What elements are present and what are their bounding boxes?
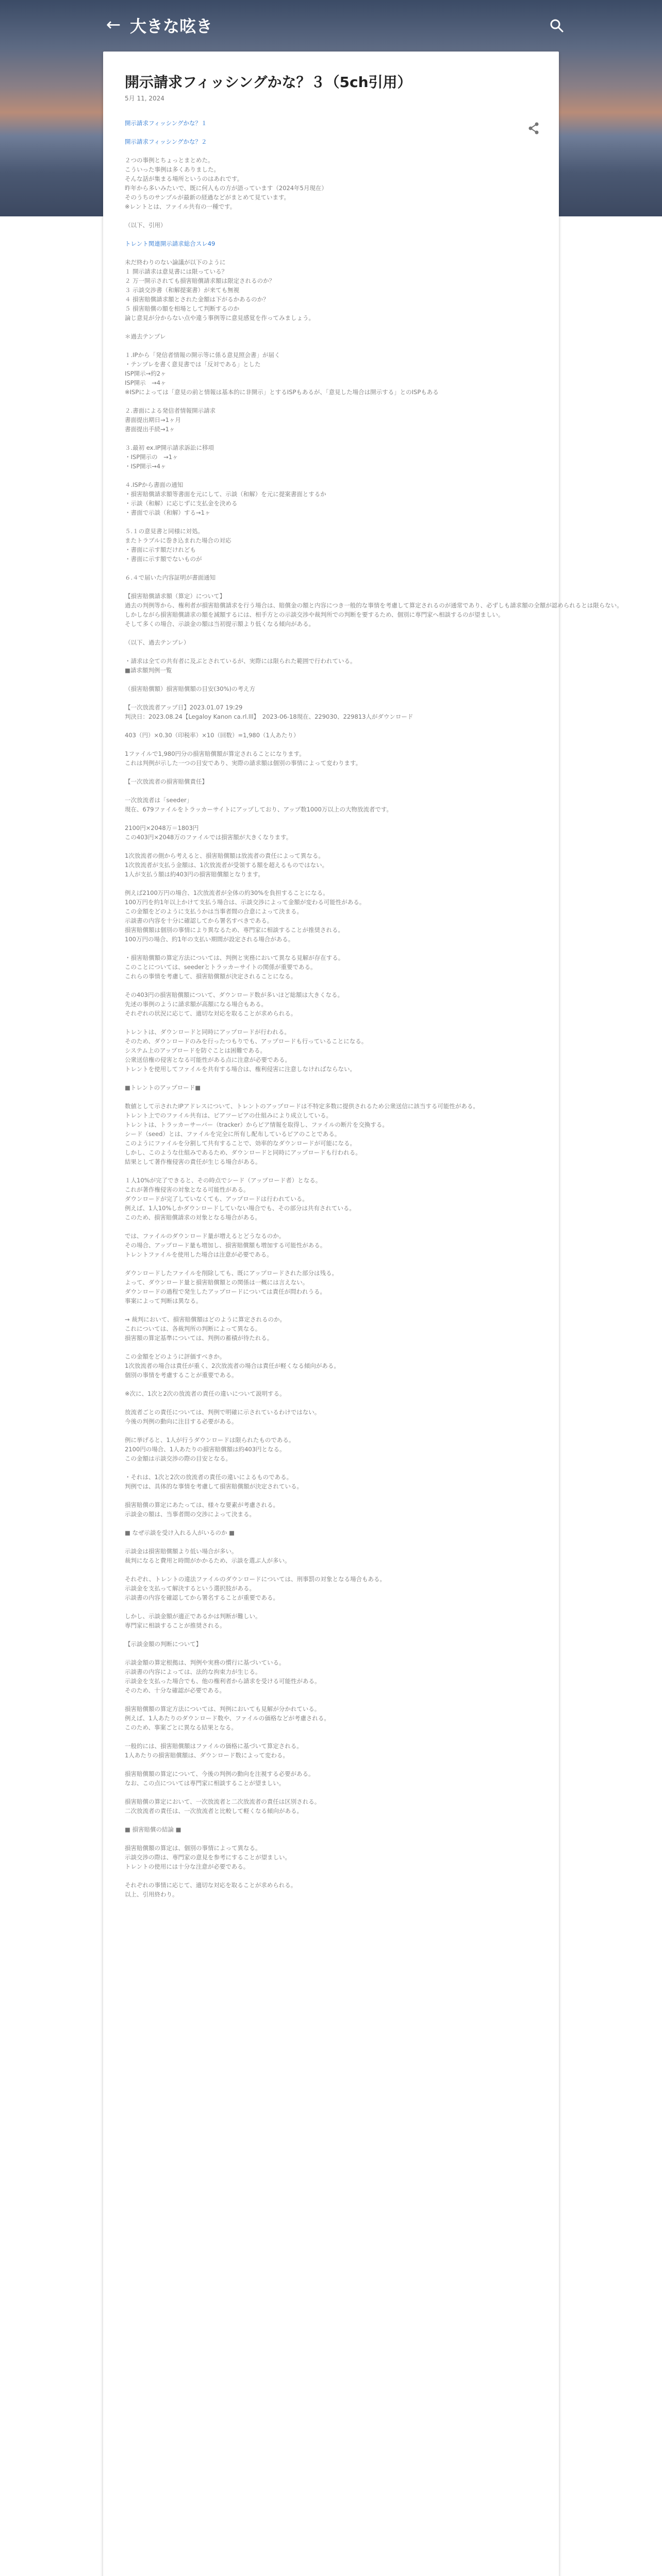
- post-body: [125, 118, 623, 1899]
- post-line: ・書面で示談（和解）する→1ヶ: [125, 509, 211, 516]
- post-line: （以下、引用）: [125, 222, 167, 229]
- post-line: この金額をどのように支払うかは当事者間の合意によって決まる。: [125, 908, 303, 915]
- post-line: これは判例が示した一つの目安であり、実際の請求額は個別の事情によって変わります。: [125, 759, 362, 767]
- post-line: [125, 1788, 537, 1797]
- post-line: ４ 損害賠償請求額とされた金額は下がるかあるのか？: [125, 296, 269, 303]
- post-line: 専門家に相談することが推奨される。: [125, 1622, 226, 1629]
- post-line: ■ なぜ示談を受け入れる人がいるのか ■: [125, 1529, 235, 1536]
- post-line: 示談金を支払って解決するという選択肢がある。: [125, 1585, 255, 1592]
- post-line: 【一次放流者の損害賠償責任】: [125, 778, 208, 785]
- post-line: 例に挙げると、1人が行うダウンロードは限られたものである。: [125, 1436, 295, 1444]
- post-line: トレントを使用してファイルを共有する場合は、権利侵害に注意しなければならない。: [125, 1065, 356, 1073]
- post-line: 事案によって判断は異なる。: [125, 1297, 202, 1304]
- post-line: 示談金は損害賠償額より低い場合が多い。: [125, 1548, 238, 1555]
- post-line: ５ 損害賠償の額を相場として判断するのか: [125, 305, 240, 312]
- post-line: [125, 842, 537, 851]
- post-line: 未だ終わりのない論議が以下のように: [125, 259, 226, 266]
- post-line: 403（円）×0.30（印税率）×10（回数）=1,980（1人あたり）: [125, 732, 300, 739]
- post-line: 過去の判例等から、権利者が損害賠償請求を行う場合は、賠償金の額と内容につき一般的な事情を考慮して算定されるのが通常であり、必ずしも請求額の全額が認められるとは限らない。: [125, 602, 623, 609]
- post-line: 2100円の場合、1人あたりの損害賠償額は約403円となる。: [125, 1446, 286, 1453]
- post-line: ２.書面による発信者情報開示請求: [125, 407, 216, 414]
- post-line: [125, 1649, 537, 1658]
- post-line: それぞれの事情に応じて、適切な対応を取ることが求められる。: [125, 1882, 297, 1889]
- post-line: [125, 814, 537, 823]
- post-line: ４.ISPから書面の通知: [125, 481, 184, 488]
- post-line: トレントは、トラッカーサーバー（tracker）からピア情報を取得し、ファイルの断片を交換する。: [125, 1121, 388, 1128]
- post-line: ※レントとは、ファイル共有の一種です。: [125, 203, 236, 210]
- post-line: [125, 647, 537, 656]
- post-line: [125, 1074, 537, 1083]
- post-line: 示談書の内容を確認してから署名することが重要である。: [125, 1594, 279, 1601]
- post-line: またトラブルに巻き込まれた場合の対応: [125, 537, 231, 544]
- post-line: 書面提出期日→1ヶ月: [125, 416, 181, 423]
- post-line: [125, 1519, 537, 1528]
- post-line: [125, 944, 537, 953]
- post-line: [125, 1537, 537, 1547]
- post-line: 例えば、1人あたりのダウンロード数や、ファイルの価格などが考慮される。: [125, 1715, 330, 1722]
- post-line: なお、この点については専門家に相談することが望ましい。: [125, 1780, 285, 1787]
- post-line: それぞれ、トレントの違法ファイルのダウンロードについては、刑事罰の対象となる場合もある。: [125, 1575, 386, 1583]
- post-line: １人10%が完了できると、その時点でシード（アップロード者）となる。: [125, 1177, 322, 1184]
- post-line: [125, 879, 537, 888]
- post-line: トレントの使用には十分な注意が必要である。: [125, 1863, 250, 1870]
- post-line: ■ 損害賠償の結論 ■: [125, 1826, 181, 1833]
- post-line: 示談書の内容によっては、法的な拘束力が生じる。: [125, 1668, 261, 1675]
- post-line: [125, 1426, 537, 1435]
- post-line: ・書面に示す額でないものが: [125, 555, 202, 563]
- post-line: その403円の損害賠償額について、ダウンロード数が多いほど総額は大きくなる。: [125, 991, 343, 998]
- post-line: [125, 1463, 537, 1472]
- post-line: 損害賠償額の算定について、今後の判例の動向を注視する必要がある。: [125, 1770, 315, 1777]
- post-line: 100万円を約1年以上かけて支払う場合は、示談交渉によって金額が変わる可能性がある。: [125, 899, 366, 906]
- post-line: ６.４で届いた内容証明が書面通知: [125, 574, 216, 581]
- post-line: 2100円×2048万＝1803円: [125, 824, 199, 832]
- post-line: 公衆送信権の侵害となる可能性がある点に注意が必要である。: [125, 1056, 291, 1063]
- post-line: １ 開示請求は意見書には限っている？: [125, 268, 228, 275]
- post-line: [125, 1630, 537, 1639]
- post-line: [125, 230, 537, 239]
- post-line: では、ファイルのダウンロード量が増えるとどうなるのか。: [125, 1232, 285, 1240]
- post-line: 放流者ごとの責任については、判例で明確に示されているわけではない。: [125, 1409, 321, 1416]
- post-line: [125, 740, 537, 749]
- post-line: ※ISPによっては「意見の前と情報は基本的に非開示」とするISPもあるが、「意見した場合は開示する」とのISPもある: [125, 388, 439, 396]
- post-line: トレントファイルを使用した場合は注意が必要である。: [125, 1251, 273, 1258]
- post-line: このため、損害賠償請求の対象となる場合がある。: [125, 1214, 261, 1221]
- post-line: ＊過去テンプレ: [125, 333, 166, 340]
- post-line: その場合、アップロード量も増加し、損害賠償額も増加する可能性がある。: [125, 1242, 326, 1249]
- post-line: [125, 1380, 537, 1389]
- search-icon[interactable]: [547, 15, 567, 36]
- post-line: 今後の判例の動向に注目する必要がある。: [125, 1418, 238, 1425]
- post-line: [125, 248, 537, 258]
- post-line: そのうちのサンプルが最新の経過などがまとめて見ています。: [125, 194, 290, 201]
- post-line: ■トレントのアップロード■: [125, 1084, 201, 1091]
- post-line: 書面提出手続→1ヶ: [125, 426, 175, 433]
- post-line: ５.１の意見書と同様に対処。: [125, 528, 204, 535]
- post-line: [125, 1732, 537, 1741]
- post-line: [125, 146, 537, 156]
- post-line: この金額は示談交渉の際の目安となる。: [125, 1455, 231, 1462]
- post-line: [125, 128, 537, 137]
- post-date: 5月 11, 2024: [125, 95, 164, 102]
- post-line: [125, 1398, 537, 1408]
- post-line: 1次放流者が支払う金額は、1次放流者が受領する額を超えるものではない。: [125, 861, 328, 869]
- post-line: [125, 1018, 537, 1027]
- post-line: [125, 1760, 537, 1769]
- top-bar: [0, 0, 662, 52]
- post-line: ・それは、1次と2次の放流者の責任の違いによるものである。: [125, 1473, 293, 1481]
- post-line: 現在、679ファイルをトラッカーサイトにアップしており、アップ数1000万以上の大物放流者です。: [125, 806, 392, 813]
- post-line: しかし、示談金額が適正であるかは判断が難しい。: [125, 1613, 261, 1620]
- post-line: ３.最初 ex.IP開示請求訴訟に移項: [125, 444, 214, 451]
- post-line: [125, 1695, 537, 1704]
- post-line: [125, 1259, 537, 1268]
- post-line: [125, 675, 537, 684]
- post-line: 一次放流者は「seeder」: [125, 796, 193, 804]
- post-line: 100万円の場合、約1年の支払い期間が設定される場合がある。: [125, 936, 294, 943]
- post-line: 示談書の内容を十分に確認してから署名すべきである。: [125, 917, 273, 924]
- post-line: １.IPから「発信者情報の開示等に係る意見照会書」が届く: [125, 351, 280, 359]
- post-line: 以上、引用終わり。: [125, 1891, 178, 1898]
- post-line: 損害賠償額の算定方法については、判例においても見解が分かれている。: [125, 1705, 321, 1713]
- post-line: それぞれの状況に応じて、適切な対応を取ることが求められる。: [125, 1010, 297, 1017]
- post-line: 示談金の額は、当事者間の交渉によって決まる。: [125, 1511, 255, 1518]
- post-line: システム上のアップロードを防ぐことは困難である。: [125, 1047, 267, 1054]
- post-line: ダウンロードが完了していなくても、アップロードは行われている。: [125, 1195, 308, 1202]
- post-line: （以下、過去テンプレ）: [125, 639, 190, 646]
- post-line: 【一次放流者アップ日】2023.01.07 19:29: [125, 704, 243, 711]
- post-line: ISP開示→約2ヶ: [125, 370, 167, 377]
- post-line: [125, 323, 537, 332]
- post-line: [125, 582, 537, 591]
- post-line: [125, 1871, 537, 1880]
- post-line: そのため、十分な確認が必要である。: [125, 1687, 226, 1694]
- post-line: 裁判になると費用と時間がかかるため、示談を選ぶ人が多い。: [125, 1557, 291, 1564]
- post-line: [125, 434, 537, 443]
- post-line: 1人あたりの損害賠償額は、ダウンロード数によって変わる。: [125, 1752, 289, 1759]
- post-line: 数値として示されたIPアドレスについて、トレントのアップロードは不特定多数に提供されるため公衆送信に該当する可能性がある。: [125, 1103, 479, 1110]
- post-line: このようにファイルを分割して共有することで、効率的なダウンロードが可能になる。: [125, 1140, 356, 1147]
- post-line: [125, 768, 537, 777]
- post-line: 損害額の算定基準については、判例の蓄積が待たれる。: [125, 1334, 273, 1342]
- post-line: 個別の事情を考慮することが重要である。: [125, 1371, 238, 1379]
- post-line: ３ 示談交渉書（和解提案書）が来ても無視: [125, 286, 240, 294]
- post-line: ・ISP開示の →1ヶ: [125, 453, 178, 461]
- post-line: 二次放流者の責任は、一次放流者と比較して軽くなる傾向がある。: [125, 1807, 303, 1815]
- post-line: → 裁判において、損害賠償額はどのように算定されるのか。: [125, 1316, 286, 1323]
- post-line: そんな話が集まる場所というのはあれです。: [125, 175, 243, 182]
- post-line: この403円×2048万のファイルでは損害額が大きくなります。: [125, 834, 292, 841]
- post-line: [125, 211, 537, 221]
- post-line: [125, 981, 537, 990]
- post-line: ・請求は全ての共有者に及ぶとされているが、実際には限られた範囲で行われている。: [125, 657, 356, 665]
- post-line: [125, 517, 537, 527]
- post-line: [125, 1834, 537, 1843]
- post-line: [125, 1816, 537, 1825]
- back-arrow-icon[interactable]: ←: [106, 14, 121, 35]
- post-line: このことについては、seederとトラッカーサイトの関係が重要である。: [125, 963, 317, 971]
- post-line: そのため、ダウンロードのみを行ったつもりでも、アップロードも行っていることになる。: [125, 1038, 368, 1045]
- post-title: 開示請求フィッシングかな？３（5ch引用）: [125, 74, 412, 91]
- post-line: ISP開示 →4ヶ: [125, 379, 167, 386]
- post-line: ■請求額判例一覧: [125, 667, 172, 674]
- post-link[interactable]: トレント関連開示請求総合スレ49: [125, 240, 216, 247]
- post-line: [125, 629, 537, 638]
- post-line: ・示談（和解）に応じずに支払金を決める: [125, 500, 238, 507]
- post-line: [125, 786, 537, 795]
- post-line: 1次放流者の側から考えると、損害賠償額は放流者の責任によって異なる。: [125, 852, 324, 859]
- post-line: この金額をどのように評価すべきか。: [125, 1353, 226, 1360]
- post-line: [125, 1602, 537, 1612]
- post-line: 損害賠償額の算定は、個別の事情によって異なる。: [125, 1844, 261, 1852]
- post-line: こういった事例は多くありました。: [125, 166, 220, 173]
- post-line: しかし、このような仕組みであるため、ダウンロードと同時にアップロードも行われる。: [125, 1149, 361, 1156]
- post-line: [125, 471, 537, 480]
- post-line: ・テンプレを書く意見書では「反対である」とした: [125, 361, 261, 368]
- post-line: 論じ意見が分からない点や違う事例等に意見感覚を作ってみましょう。: [125, 314, 315, 321]
- post-line: トレント上でのファイル共有は、ピアツーピアの仕組みにより成立している。: [125, 1112, 332, 1119]
- post-line: [125, 1306, 537, 1315]
- post-line: [125, 1222, 537, 1231]
- post-line: 示談交渉の際は、専門家の意見を参考にすることが望ましい。: [125, 1854, 291, 1861]
- post-line: [125, 564, 537, 573]
- post-line: [125, 1343, 537, 1352]
- post-line: [125, 1565, 537, 1574]
- post-line: [125, 1491, 537, 1500]
- post-line: しかしながら損害賠償請求の額を減額するには、相手方との示談交渉や裁判所での判断を要するため、個別に専門家へ相談するのが望ましい。: [125, 611, 504, 618]
- post-line: [125, 1166, 537, 1176]
- post-line: 例えば、1人10%しかダウンロードしていない場合でも、その部分は共有されている。: [125, 1205, 355, 1212]
- post-line: 示談金額の算定根拠は、判例や実務の慣行に基づいている。: [125, 1659, 285, 1666]
- post-card: [103, 52, 623, 2576]
- post-line: ・損害賠償額の算定方法については、判例と実務において異なる見解が存在する。: [125, 954, 344, 961]
- post-line: 1次放流者の場合は責任が重く、2次放流者の場合は責任が軽くなる傾向がある。: [125, 1362, 340, 1369]
- post-line: ・損害賠償請求額等書面を元にして、示談（和解）を元に提案書面とするか: [125, 490, 326, 498]
- post-line: ダウンロードの過程で発生したアップロードについては責任が問われうる。: [125, 1288, 326, 1295]
- post-line: 1ファイルで1,980円分の損害賠償額が算定されることになります。: [125, 750, 305, 757]
- post-line: ・書面に示す額だけれども: [125, 546, 196, 553]
- post-line: シード（seed）とは、ファイルを完全に所有し配布しているピアのことである。: [125, 1130, 341, 1138]
- post-line: 例えば2100万円の場合、1次放流者が全体の約30%を負担することになる。: [125, 889, 329, 896]
- post-link[interactable]: 開示請求フィッシングかな？２: [125, 138, 207, 145]
- blog-title[interactable]: 大きな呟き: [130, 16, 213, 36]
- post-line: [125, 721, 537, 731]
- post-link[interactable]: 開示請求フィッシングかな？１: [125, 120, 207, 127]
- post-line: ２ 万一開示されても損害賠償請求額は限定されるのか？: [125, 277, 275, 284]
- post-line: トレントは、ダウンロードと同時にアップロードが行われる。: [125, 1028, 290, 1036]
- post-line: これが著作権侵害の対象となる可能性がある。: [125, 1186, 250, 1193]
- post-line: 一般的には、損害賠償額はファイルの価格に基づいて算定される。: [125, 1742, 303, 1750]
- post-line: これらの事情を考慮して、損害賠償額が決定されることになる。: [125, 973, 297, 980]
- post-line: そして多くの場合、示談金の額は当初提示額より低くなる傾向がある。: [125, 620, 315, 628]
- post-line: （損害賠償額）損害賠償額の目安(30%)の考え方: [125, 685, 256, 692]
- post-line: 損害賠償の算定において、一次放流者と二次放流者の責任は区別される。: [125, 1798, 321, 1805]
- post-line: [125, 397, 537, 406]
- post-line: これについては、各裁判所の判断によって異なる。: [125, 1325, 261, 1332]
- post-line: 1人が支払う額は約403円の損害賠償額となります。: [125, 871, 264, 878]
- post-line: 損害賠償の算定にあたっては、様々な要素が考慮される。: [125, 1501, 279, 1509]
- post-line: 損害賠償額は個別の事情により異なるため、専門家に相談することが推奨される。: [125, 926, 344, 934]
- post-line: 【示談金額の判断について】: [125, 1640, 202, 1648]
- post-line: ダウンロードしたファイルを削除しても、既にアップロードされた部分は残る。: [125, 1269, 338, 1277]
- post-line: 先述の事例のように請求額が高額になる場合もある。: [125, 1001, 267, 1008]
- post-line: [125, 693, 537, 703]
- post-line: ２つの事例とちょっとまとめた。: [125, 157, 214, 164]
- post-line: [125, 1092, 537, 1101]
- post-line: 結果として著作権侵害の責任が生じる場合がある。: [125, 1158, 261, 1165]
- post-line: [125, 341, 537, 350]
- post-line: よって、ダウンロード量と損害賠償額との関係は一概には言えない。: [125, 1279, 309, 1286]
- post-line: 昨年から多いみたいで、既に何人もの方が語っています（2024年5月現在）: [125, 184, 327, 192]
- post-line: ・ISP開示→4ヶ: [125, 463, 167, 470]
- post-line: 判例では、具体的な事情を考慮して損害賠償額が決定されている。: [125, 1483, 303, 1490]
- post-line: このため、事案ごとに異なる結果となる。: [125, 1724, 238, 1731]
- post-line: 【損害賠償請求額（算定）について】: [125, 592, 226, 600]
- post-line: 判決日：2023.08.24【Legaloy Kanon ca.rl.lll】 2023-06-18現在、229030、229813人がダウンロード: [125, 713, 413, 720]
- post-line: 示談金を支払った場合でも、他の権利者から請求を受ける可能性がある。: [125, 1677, 321, 1685]
- post-line: ※次に、1次と2次の放流者の責任の違いについて説明する。: [125, 1390, 286, 1397]
